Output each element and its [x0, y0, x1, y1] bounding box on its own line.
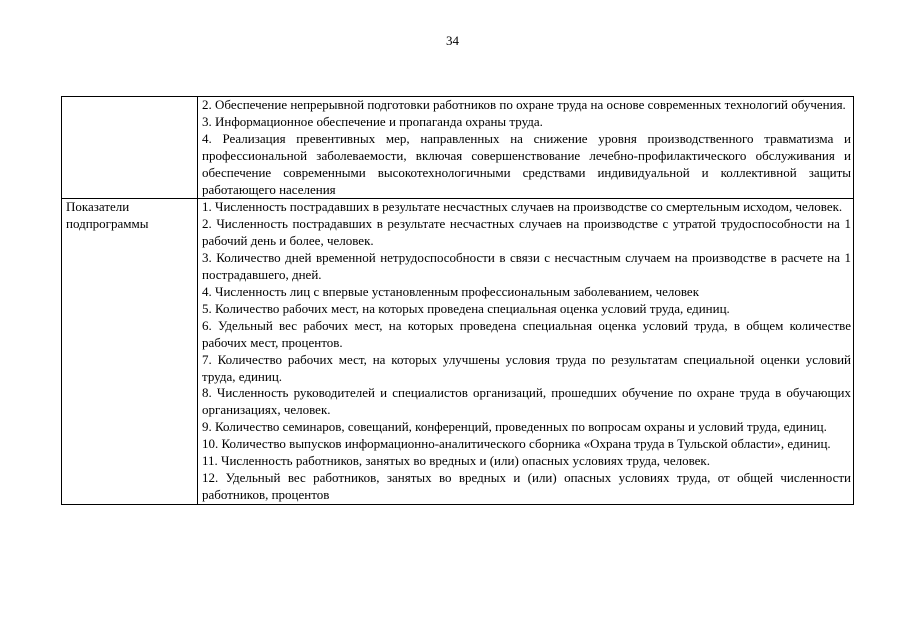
- indicator-item-3: 3. Количество дней временной нетрудоспособности в связи с несчастным случаем на производстве в расчете на 1 пострадавшего, дней.: [202, 250, 851, 283]
- indicator-item-7: 7. Количество рабочих мест, на которых улучшены условия труда по результатам специальной оценки условий труда, единиц.: [202, 351, 851, 384]
- subprogram-table: [61, 96, 854, 505]
- row-label-line-1: Показатели: [66, 199, 130, 215]
- indicator-item-12: 12. Удельный вес работников, занятых во вредных и (или) опасных условиях труда, от общей численности работников, процентов: [202, 469, 851, 502]
- row-label-cell: [62, 97, 198, 199]
- table-row-indicators: [62, 199, 854, 504]
- indicator-item-4: 4. Численность лиц с впервые установленным профессиональным заболеванием, человек: [202, 283, 700, 299]
- row-label-line-2: подпрограммы: [66, 216, 149, 232]
- indicator-item-11: 11. Численность работников, занятых во вредных и (или) опасных условиях труда, человек.: [202, 453, 710, 469]
- indicator-item-8: 8. Численность руководителей и специалистов организаций, прошедших обучение по охране труда в обучающих организациях, человек.: [202, 385, 851, 418]
- indicator-item-10: 10. Количество выпусков информационно-аналитического сборника «Охрана труда в Тульской области», единиц.: [202, 436, 831, 452]
- table-row-objectives: [62, 97, 854, 199]
- indicator-item-9: 9. Количество семинаров, совещаний, конференций, проведенных по вопросам охраны и условий труда, единиц.: [202, 419, 827, 435]
- row-label-cell: [62, 199, 198, 504]
- indicator-item-2: 2. Численность пострадавших в результате несчастных случаев на производстве с утратой трудоспособности на 1 рабочий день и более, человек.: [202, 216, 851, 249]
- objective-item-4: 4. Реализация превентивных мер, направленных на снижение уровня производственного травматизма и профессиональной заболеваемости, включая совершенствование лечебно-профилактического обслуживания и обеспечение современными высокотехнологичными средствами индивидуальной и коллективной защиты работающего населения: [202, 130, 851, 197]
- objective-item-3: 3. Информационное обеспечение и пропаганда охраны труда.: [202, 113, 543, 129]
- objective-item-2: 2. Обеспечение непрерывной подготовки работников по охране труда на основе современных технологий обучения.: [202, 97, 846, 112]
- page-number: 34: [446, 33, 459, 48]
- indicator-item-6: 6. Удельный вес рабочих мест, на которых проведена специальная оценка условий труда, в общем количестве рабочих мест, процентов.: [202, 317, 851, 350]
- row-content-cell: [198, 199, 854, 504]
- indicator-item-5: 5. Количество рабочих мест, на которых проведена специальная оценка условий труда, единиц.: [202, 300, 730, 316]
- row-content-cell: [198, 97, 854, 199]
- indicator-item-1: 1. Численность пострадавших в результате несчастных случаев на производстве со смертельным исходом, человек.: [202, 199, 843, 215]
